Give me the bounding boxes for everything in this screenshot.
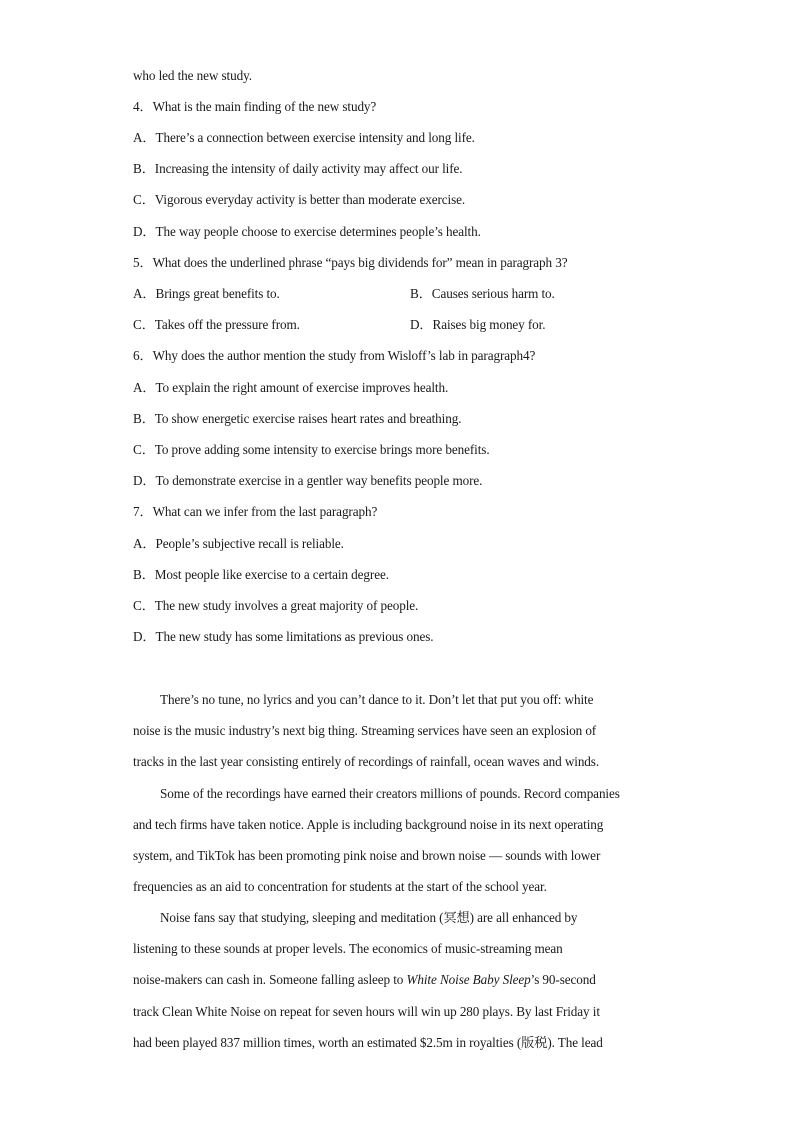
question-6-option-d: D．To demonstrate exercise in a gentler way benefits people more. xyxy=(133,473,483,488)
question-6-option-b: B．To show energetic exercise raises heart rates and breathing. xyxy=(133,411,462,426)
question-4-option-b: B．Increasing the intensity of daily activity may affect our life. xyxy=(133,161,463,176)
question-5: 5．What does the underlined phrase “pays big dividends for” mean in paragraph 3? xyxy=(133,255,568,270)
question-5-option-c: C．Takes off the pressure from. xyxy=(133,317,300,332)
paragraph-1-line: noise is the music industry’s next big thing. Streaming services have seen an explosion of xyxy=(133,723,597,738)
paragraph-1-line: tracks in the last year consisting entirely of recordings of rainfall, ocean waves and winds. xyxy=(133,754,600,769)
question-4-option-c: C．Vigorous everyday activity is better than moderate exercise. xyxy=(133,192,466,207)
album-title: White Noise Baby Sleep xyxy=(406,972,531,987)
paragraph-3-line: track Clean White Noise on repeat for seven hours will win up 280 plays. By last Friday it xyxy=(133,1004,600,1019)
question-5-option-d: D．Raises big money for. xyxy=(410,317,546,332)
question-5-option-a: A．Brings great benefits to. xyxy=(133,286,280,301)
question-4-option-d: D．The way people choose to exercise determines people’s health. xyxy=(133,224,481,239)
question-5-option-b: B．Causes serious harm to. xyxy=(410,286,555,301)
paragraph-1-line: There’s no tune, no lyrics and you can’t dance to it. Don’t let that put you off: white xyxy=(160,692,594,707)
text-span: noise-makers can cash in. Someone falling asleep to xyxy=(133,972,407,987)
question-7-option-c: C．The new study involves a great majority of people. xyxy=(133,598,419,613)
paragraph-2-line: frequencies as an aid to concentration for students at the start of the school year. xyxy=(133,879,547,894)
paragraph-3-line xyxy=(133,972,596,988)
text-line: who led the new study. xyxy=(133,68,252,83)
question-7-option-d: D．The new study has some limitations as previous ones. xyxy=(133,629,434,644)
question-7-option-a: A．People’s subjective recall is reliable. xyxy=(133,536,344,551)
question-4: 4．What is the main finding of the new study? xyxy=(133,99,377,114)
question-6: 6．Why does the author mention the study from Wisloff’s lab in paragraph4? xyxy=(133,348,536,363)
paragraph-3-line: Noise fans say that studying, sleeping and meditation (冥想) are all enhanced by xyxy=(160,910,578,925)
question-7: 7．What can we infer from the last paragraph? xyxy=(133,504,378,519)
text-span: ’s 90-second xyxy=(530,972,596,987)
question-6-option-a: A．To explain the right amount of exercise improves health. xyxy=(133,380,449,395)
paragraph-2-line: system, and TikTok has been promoting pink noise and brown noise — sounds with lower xyxy=(133,848,601,863)
paragraph-2-line: Some of the recordings have earned their creators millions of pounds. Record companies xyxy=(160,786,620,801)
question-4-option-a: A．There’s a connection between exercise intensity and long life. xyxy=(133,130,475,145)
paragraph-3-line: had been played 837 million times, worth an estimated $2.5m in royalties (版税). The lead xyxy=(133,1035,603,1050)
paragraph-3-line: listening to these sounds at proper levels. The economics of music-streaming mean xyxy=(133,941,563,956)
paragraph-2-line: and tech firms have taken notice. Apple is including background noise in its next operating xyxy=(133,817,604,832)
question-7-option-b: B．Most people like exercise to a certain degree. xyxy=(133,567,389,582)
question-6-option-c: C．To prove adding some intensity to exercise brings more benefits. xyxy=(133,442,490,457)
